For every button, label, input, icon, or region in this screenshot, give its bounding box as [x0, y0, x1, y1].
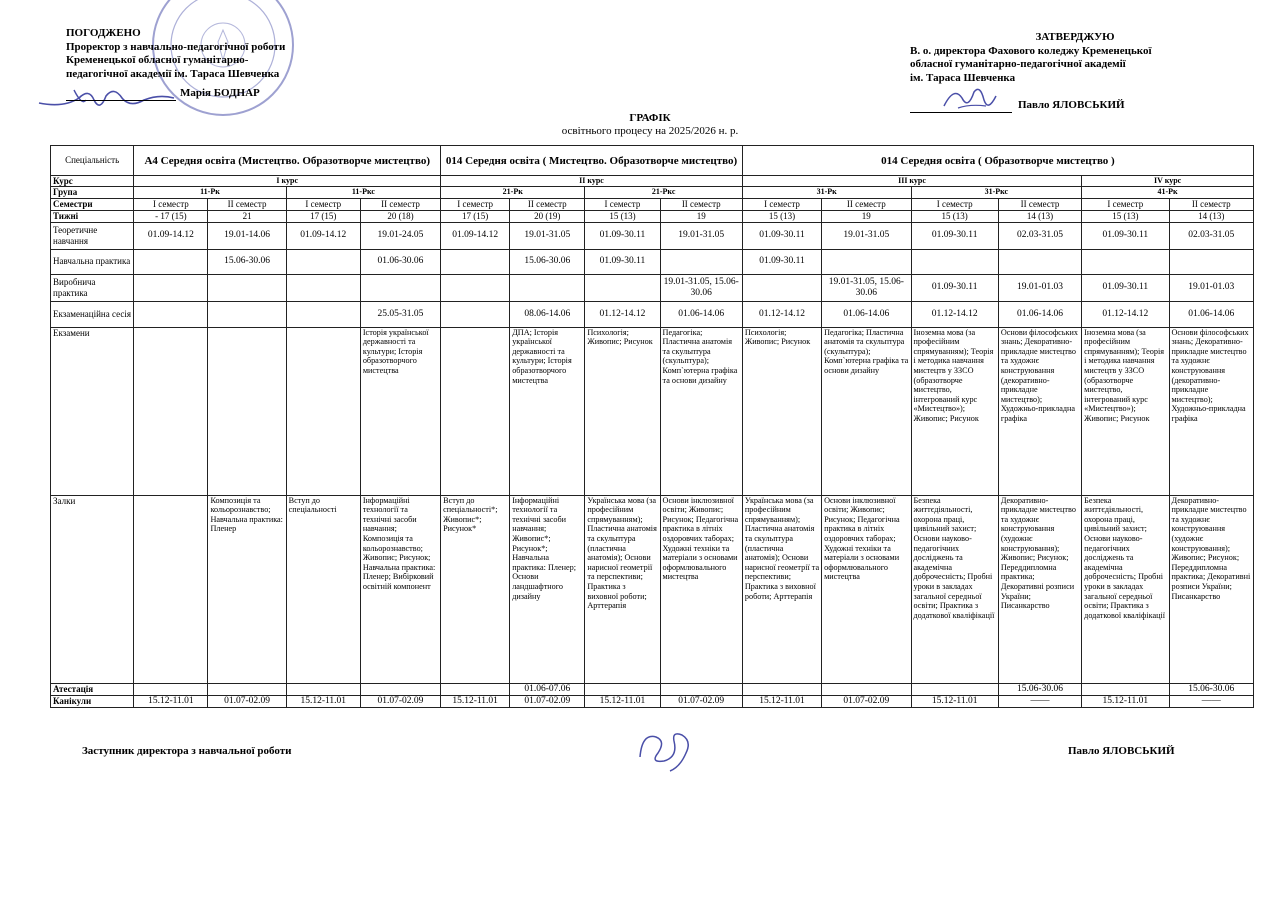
row-group — [51, 187, 1254, 198]
approve-name: Павло ЯЛОВСЬКИЙ — [1018, 99, 1125, 112]
row-holidays — [51, 695, 1254, 707]
credits-cell: Декоративно-прикладне мистецтво та художнє конструювання (художнє конструювання); Живопис; Рисунок; Переддипломна практика; Декоративні розписи України; Писанкарство — [1169, 495, 1253, 683]
weeks-cell: 15 (13) — [742, 210, 821, 222]
exams-cell: Основи філософських знань; Декоративно-прикладне мистецтво та художнє конструювання (декоративно-прикладне мистецтво); Художньо-прикладна графіка — [1169, 327, 1253, 495]
attestation-cell — [286, 683, 360, 695]
work-practice-cell — [742, 274, 821, 301]
study-practice-cell: 15.06-30.06 — [510, 249, 585, 274]
weeks-cell: 19 — [822, 210, 911, 222]
holidays-cell: 01.07-02.09 — [360, 695, 440, 707]
exams-cell: Педагогіка; Пластична анатомія та скульптура (скульптура); Комп`ютерна графіка та основи дизайну — [660, 327, 742, 495]
work-practice-cell — [134, 274, 208, 301]
title-line-2: освітнього процесу на 2025/2026 н. р. — [561, 125, 739, 137]
exam-session-cell: 01.06-14.06 — [998, 301, 1081, 327]
row-semesters — [51, 198, 1254, 210]
agreed-signature-row — [66, 87, 386, 101]
study-practice-cell: 01.09-30.11 — [742, 249, 821, 274]
credits-cell — [134, 495, 208, 683]
holidays-cell: 01.07-02.09 — [660, 695, 742, 707]
exams-cell — [208, 327, 286, 495]
label-theory: Теоретичне навчання — [51, 222, 134, 249]
holidays-cell: —— — [998, 695, 1081, 707]
agreed-line-3: педагогічної академії ім. Тараса Шевченка — [66, 67, 280, 80]
theory-cell: 02.03-31.05 — [998, 222, 1081, 249]
agreed-line-2: Кременецької обласної гуманітарно- — [66, 54, 249, 67]
study-practice-cell: 01.09-30.11 — [585, 249, 660, 274]
semester-cell: II семестр — [660, 198, 742, 210]
weeks-cell: 15 (13) — [911, 210, 998, 222]
row-specialty — [51, 146, 1254, 176]
group-cell: 31-Рк — [742, 187, 911, 198]
theory-cell: 01.09-14.12 — [286, 222, 360, 249]
group-cell: 41-Рк — [1082, 187, 1254, 198]
work-practice-cell: 01.09-30.11 — [911, 274, 998, 301]
label-semesters: Семестри — [51, 198, 134, 210]
holidays-cell: 01.07-02.09 — [822, 695, 911, 707]
semester-cell: II семестр — [510, 198, 585, 210]
exam-session-cell — [441, 301, 510, 327]
weeks-cell: 14 (13) — [998, 210, 1081, 222]
signature-line — [66, 89, 176, 101]
course-1: I курс — [134, 176, 441, 187]
label-study-practice: Навчальна практика — [51, 249, 134, 274]
work-practice-cell: 19.01-31.05, 15.06-30.06 — [660, 274, 742, 301]
holidays-cell: 01.07-02.09 — [208, 695, 286, 707]
study-practice-cell — [822, 249, 911, 274]
study-practice-cell — [286, 249, 360, 274]
semester-cell: I семестр — [1082, 198, 1169, 210]
study-practice-cell: 01.06-30.06 — [360, 249, 440, 274]
semester-cell: II семестр — [208, 198, 286, 210]
theory-cell: 19.01-24.05 — [360, 222, 440, 249]
semester-cell: II семестр — [998, 198, 1081, 210]
holidays-cell: 15.12-11.01 — [585, 695, 660, 707]
label-exams: Екзамени — [51, 327, 134, 495]
holidays-cell: 15.12-11.01 — [742, 695, 821, 707]
course-2: II курс — [441, 176, 743, 187]
footer-deputy-label: Заступник директора з навчальної роботи — [82, 745, 292, 757]
credits-cell: Інформаційні технології та технічні засоби навчання; Живопис*; Рисунок*; Навчальна практика: Пленер; Основи ландшафтного дизайну — [510, 495, 585, 683]
weeks-cell: 20 (19) — [510, 210, 585, 222]
exams-cell: Психологія; Живопис; Рисунок — [585, 327, 660, 495]
approve-line-3: ім. Тараса Шевченка — [910, 71, 1016, 84]
theory-cell: 01.09-30.11 — [742, 222, 821, 249]
semester-cell: I семестр — [286, 198, 360, 210]
group-cell: 21-Ркс — [585, 187, 743, 198]
exam-session-cell: 01.12-14.12 — [1082, 301, 1169, 327]
exams-cell: Іноземна мова (за професійним спрямуванням); Теорія і методика навчання мистецтв у ЗЗСО (образотворче мистецтво, інтегрований курс «Мистецтво»); Живопис; Рисунок — [911, 327, 998, 495]
holidays-cell: 15.12-11.01 — [441, 695, 510, 707]
weeks-cell: 15 (13) — [1082, 210, 1169, 222]
label-credits: Залки — [51, 495, 134, 683]
attestation-cell — [441, 683, 510, 695]
specialty-1: А4 Середня освіта (Мистецтво. Образотворче мистецтво) — [134, 146, 441, 176]
exams-cell — [441, 327, 510, 495]
study-practice-cell — [134, 249, 208, 274]
exam-session-cell: 01.06-14.06 — [1169, 301, 1253, 327]
semester-cell: I семестр — [585, 198, 660, 210]
theory-cell: 01.09-30.11 — [1082, 222, 1169, 249]
holidays-cell: 15.12-11.01 — [286, 695, 360, 707]
label-holidays: Канікули — [51, 695, 134, 707]
credits-cell: Безпека життєдіяльності, охорона праці, цивільний захист; Основи науково-педагогічних досліджень та академічна доброчесність; Пробні уроки в закладах загальної середньої освіти; Практика з додаткової кваліфікації — [911, 495, 998, 683]
theory-cell: 19.01-31.05 — [660, 222, 742, 249]
credits-cell: Українська мова (за професійним спрямуванням); Пластична анатомія та скульптура (пластична анатомія); Основи нарисної геометрії та перспективи; Практика з виховної роботи; Арттерапія — [742, 495, 821, 683]
semester-cell: I семестр — [441, 198, 510, 210]
approve-signature-row — [910, 99, 1240, 113]
theory-cell: 01.09-14.12 — [441, 222, 510, 249]
attestation-cell — [822, 683, 911, 695]
attestation-cell: 01.06-07.06 — [510, 683, 585, 695]
exam-session-cell: 08.06-14.06 — [510, 301, 585, 327]
weeks-cell: 20 (18) — [360, 210, 440, 222]
approve-line-2: обласної гуманітарно-педагогічної академії — [910, 58, 1126, 71]
label-exam-session: Екзаменаційна сесія — [51, 301, 134, 327]
study-practice-cell — [911, 249, 998, 274]
approve-line-1: В. о. директора Фахового коледжу Кременецької — [910, 44, 1152, 57]
specialty-2: 014 Середня освіта ( Мистецтво. Образотворче мистецтво) — [441, 146, 743, 176]
credits-cell: Українська мова (за професійним спрямуванням); Пластична анатомія та скульптура (пластична анатомія); Основи нарисної геометрії та перспективи; Практика з виховної роботи; Арттерапія — [585, 495, 660, 683]
exam-session-cell: 01.12-14.12 — [742, 301, 821, 327]
work-practice-cell: 19.01-01.03 — [998, 274, 1081, 301]
credits-cell: Композиція та кольорознавство; Навчальна практика: Пленер — [208, 495, 286, 683]
row-exam-session — [51, 301, 1254, 327]
exams-cell: Іноземна мова (за професійним спрямуванням); Теорія і методика навчання мистецтв у ЗЗСО (образотворче мистецтво, інтегрований курс «Мистецтво»); Живопис; Рисунок — [1082, 327, 1169, 495]
row-weeks — [51, 210, 1254, 222]
credits-cell: Вступ до спеціальності — [286, 495, 360, 683]
title-line-1: ГРАФІК — [629, 112, 671, 124]
weeks-prefix: - — [155, 210, 159, 221]
weeks-cell: 14 (13) — [1169, 210, 1253, 222]
credits-cell: Декоративно-прикладне мистецтво та художнє конструювання (художнє конструювання); Живопис; Рисунок; Переддипломна практика; Декоративні розписи України; Писанкарство — [998, 495, 1081, 683]
exams-cell: ДПА; Історія української державності та культури; Історія образотворчого мистецтва — [510, 327, 585, 495]
holidays-cell: 15.12-11.01 — [1082, 695, 1169, 707]
attestation-cell — [134, 683, 208, 695]
specialty-3: 014 Середня освіта ( Образотворче мистецтво ) — [742, 146, 1253, 176]
holidays-cell: 01.07-02.09 — [510, 695, 585, 707]
study-practice-cell — [441, 249, 510, 274]
credits-cell: Основи інклюзивної освіти; Живопис; Рисунок; Педагогічна практика в літніх оздоровчих таборах; Художні техніки та матеріали з основами оформлювального мистецтва — [822, 495, 911, 683]
work-practice-cell: 19.01-31.05, 15.06-30.06 — [822, 274, 911, 301]
credits-cell: Вступ до спеціальності*; Живопис*; Рисунок* — [441, 495, 510, 683]
weeks-value: 17 (15) — [160, 210, 187, 221]
study-practice-cell — [1082, 249, 1169, 274]
weeks-cell: 17 (15) — [441, 210, 510, 222]
attestation-cell — [360, 683, 440, 695]
holidays-cell: 15.12-11.01 — [134, 695, 208, 707]
work-practice-cell — [510, 274, 585, 301]
weeks-cell — [134, 210, 208, 222]
work-practice-cell — [360, 274, 440, 301]
study-practice-cell — [1169, 249, 1253, 274]
row-course — [51, 176, 1254, 187]
attestation-cell — [911, 683, 998, 695]
theory-cell: 01.09-14.12 — [134, 222, 208, 249]
weeks-cell: 15 (13) — [585, 210, 660, 222]
group-cell: 11-Рк — [134, 187, 286, 198]
holidays-cell: 15.12-11.01 — [911, 695, 998, 707]
credits-cell: Інформаційні технології та технічні засоби навчання; Композиція та кольорознавство; Живопис; Рисунок; Навчальна практика: Пленер; Вибірковий освітній компонент — [360, 495, 440, 683]
label-group: Група — [51, 187, 134, 198]
course-3: III курс — [742, 176, 1081, 187]
credits-cell: Безпека життєдіяльності, охорона праці, цивільний захист; Основи науково-педагогічних досліджень та академічна доброчесність; Пробні уроки в закладах загальної середньої освіти; Практика з додаткової кваліфікації — [1082, 495, 1169, 683]
exams-cell: Педагогіка; Пластична анатомія та скульптура (скульптура); Комп`ютерна графіка та основи дизайну — [822, 327, 911, 495]
attestation-cell: 15.06-30.06 — [1169, 683, 1253, 695]
group-cell: 31-Ркс — [911, 187, 1082, 198]
exam-session-cell: 01.12-14.12 — [585, 301, 660, 327]
agreed-name: Марія БОДНАР — [180, 87, 260, 100]
theory-cell: 01.09-30.11 — [911, 222, 998, 249]
row-attestation — [51, 683, 1254, 695]
group-cell: 21-Рк — [441, 187, 585, 198]
row-study-practice — [51, 249, 1254, 274]
credits-cell: Основи інклюзивної освіти; Живопис; Рисунок; Педагогічна практика в літніх оздоровчих таборах; Художні техніки та матеріали з основами оформлювального мистецтва — [660, 495, 742, 683]
work-practice-cell — [286, 274, 360, 301]
attestation-cell — [208, 683, 286, 695]
row-credits — [51, 495, 1254, 683]
semester-cell: II семестр — [822, 198, 911, 210]
attestation-cell — [585, 683, 660, 695]
agreed-line-1: Проректор з навчально-педагогічної роботи — [66, 40, 286, 53]
exam-session-cell: 01.06-14.06 — [822, 301, 911, 327]
exams-cell: Історія української державності та культури; Історія образотворчого мистецтва — [360, 327, 440, 495]
exam-session-cell — [286, 301, 360, 327]
weeks-cell: 21 — [208, 210, 286, 222]
theory-cell: 19.01-31.05 — [510, 222, 585, 249]
semester-cell: II семестр — [360, 198, 440, 210]
approve-label: ЗАТВЕРДЖУЮ — [1035, 31, 1115, 43]
row-exams — [51, 327, 1254, 495]
agreed-label: ПОГОДЖЕНО — [66, 27, 141, 39]
exam-session-cell: 25.05-31.05 — [360, 301, 440, 327]
weeks-cell: 17 (15) — [286, 210, 360, 222]
semester-cell: II семестр — [1169, 198, 1253, 210]
study-practice-cell — [998, 249, 1081, 274]
row-work-practice — [51, 274, 1254, 301]
group-cell: 11-Ркс — [286, 187, 440, 198]
theory-cell: 19.01-31.05 — [822, 222, 911, 249]
work-practice-cell: 19.01-01.03 — [1169, 274, 1253, 301]
label-work-practice: Виробнича практика — [51, 274, 134, 301]
holidays-cell: —— — [1169, 695, 1253, 707]
theory-cell: 19.01-14.06 — [208, 222, 286, 249]
exams-cell — [134, 327, 208, 495]
attestation-cell — [660, 683, 742, 695]
study-practice-cell — [660, 249, 742, 274]
semester-cell: I семестр — [911, 198, 998, 210]
semester-cell: I семестр — [742, 198, 821, 210]
exam-session-cell: 01.06-14.06 — [660, 301, 742, 327]
attestation-cell: 15.06-30.06 — [998, 683, 1081, 695]
theory-cell: 01.09-30.11 — [585, 222, 660, 249]
exam-session-cell: 01.12-14.12 — [911, 301, 998, 327]
signature-footer-icon — [630, 727, 700, 777]
theory-cell: 02.03-31.05 — [1169, 222, 1253, 249]
semester-cell: I семестр — [134, 198, 208, 210]
work-practice-cell: 01.09-30.11 — [1082, 274, 1169, 301]
footer-deputy-name: Павло ЯЛОВСЬКИЙ — [1068, 745, 1175, 757]
exams-cell: Основи філософських знань; Декоративно-прикладне мистецтво та художнє конструювання (декоративно-прикладне мистецтво); Художньо-прикладна графіка — [998, 327, 1081, 495]
agreed-block — [66, 27, 386, 101]
work-practice-cell — [441, 274, 510, 301]
label-course: Курс — [51, 176, 134, 187]
schedule-table — [50, 145, 1254, 708]
exam-session-cell — [208, 301, 286, 327]
weeks-cell: 19 — [660, 210, 742, 222]
exams-cell — [286, 327, 360, 495]
attestation-cell — [742, 683, 821, 695]
exam-session-cell — [134, 301, 208, 327]
approve-block — [910, 31, 1240, 113]
exams-cell: Психологія; Живопис; Рисунок — [742, 327, 821, 495]
course-4: IV курс — [1082, 176, 1254, 187]
work-practice-cell — [208, 274, 286, 301]
attestation-cell — [1082, 683, 1169, 695]
study-practice-cell: 15.06-30.06 — [208, 249, 286, 274]
label-specialty: Спеціальність — [51, 146, 134, 176]
work-practice-cell — [585, 274, 660, 301]
row-theory — [51, 222, 1254, 249]
label-attestation: Атестація — [51, 683, 134, 695]
document-title — [0, 112, 1280, 138]
label-weeks: Тижні — [51, 210, 134, 222]
